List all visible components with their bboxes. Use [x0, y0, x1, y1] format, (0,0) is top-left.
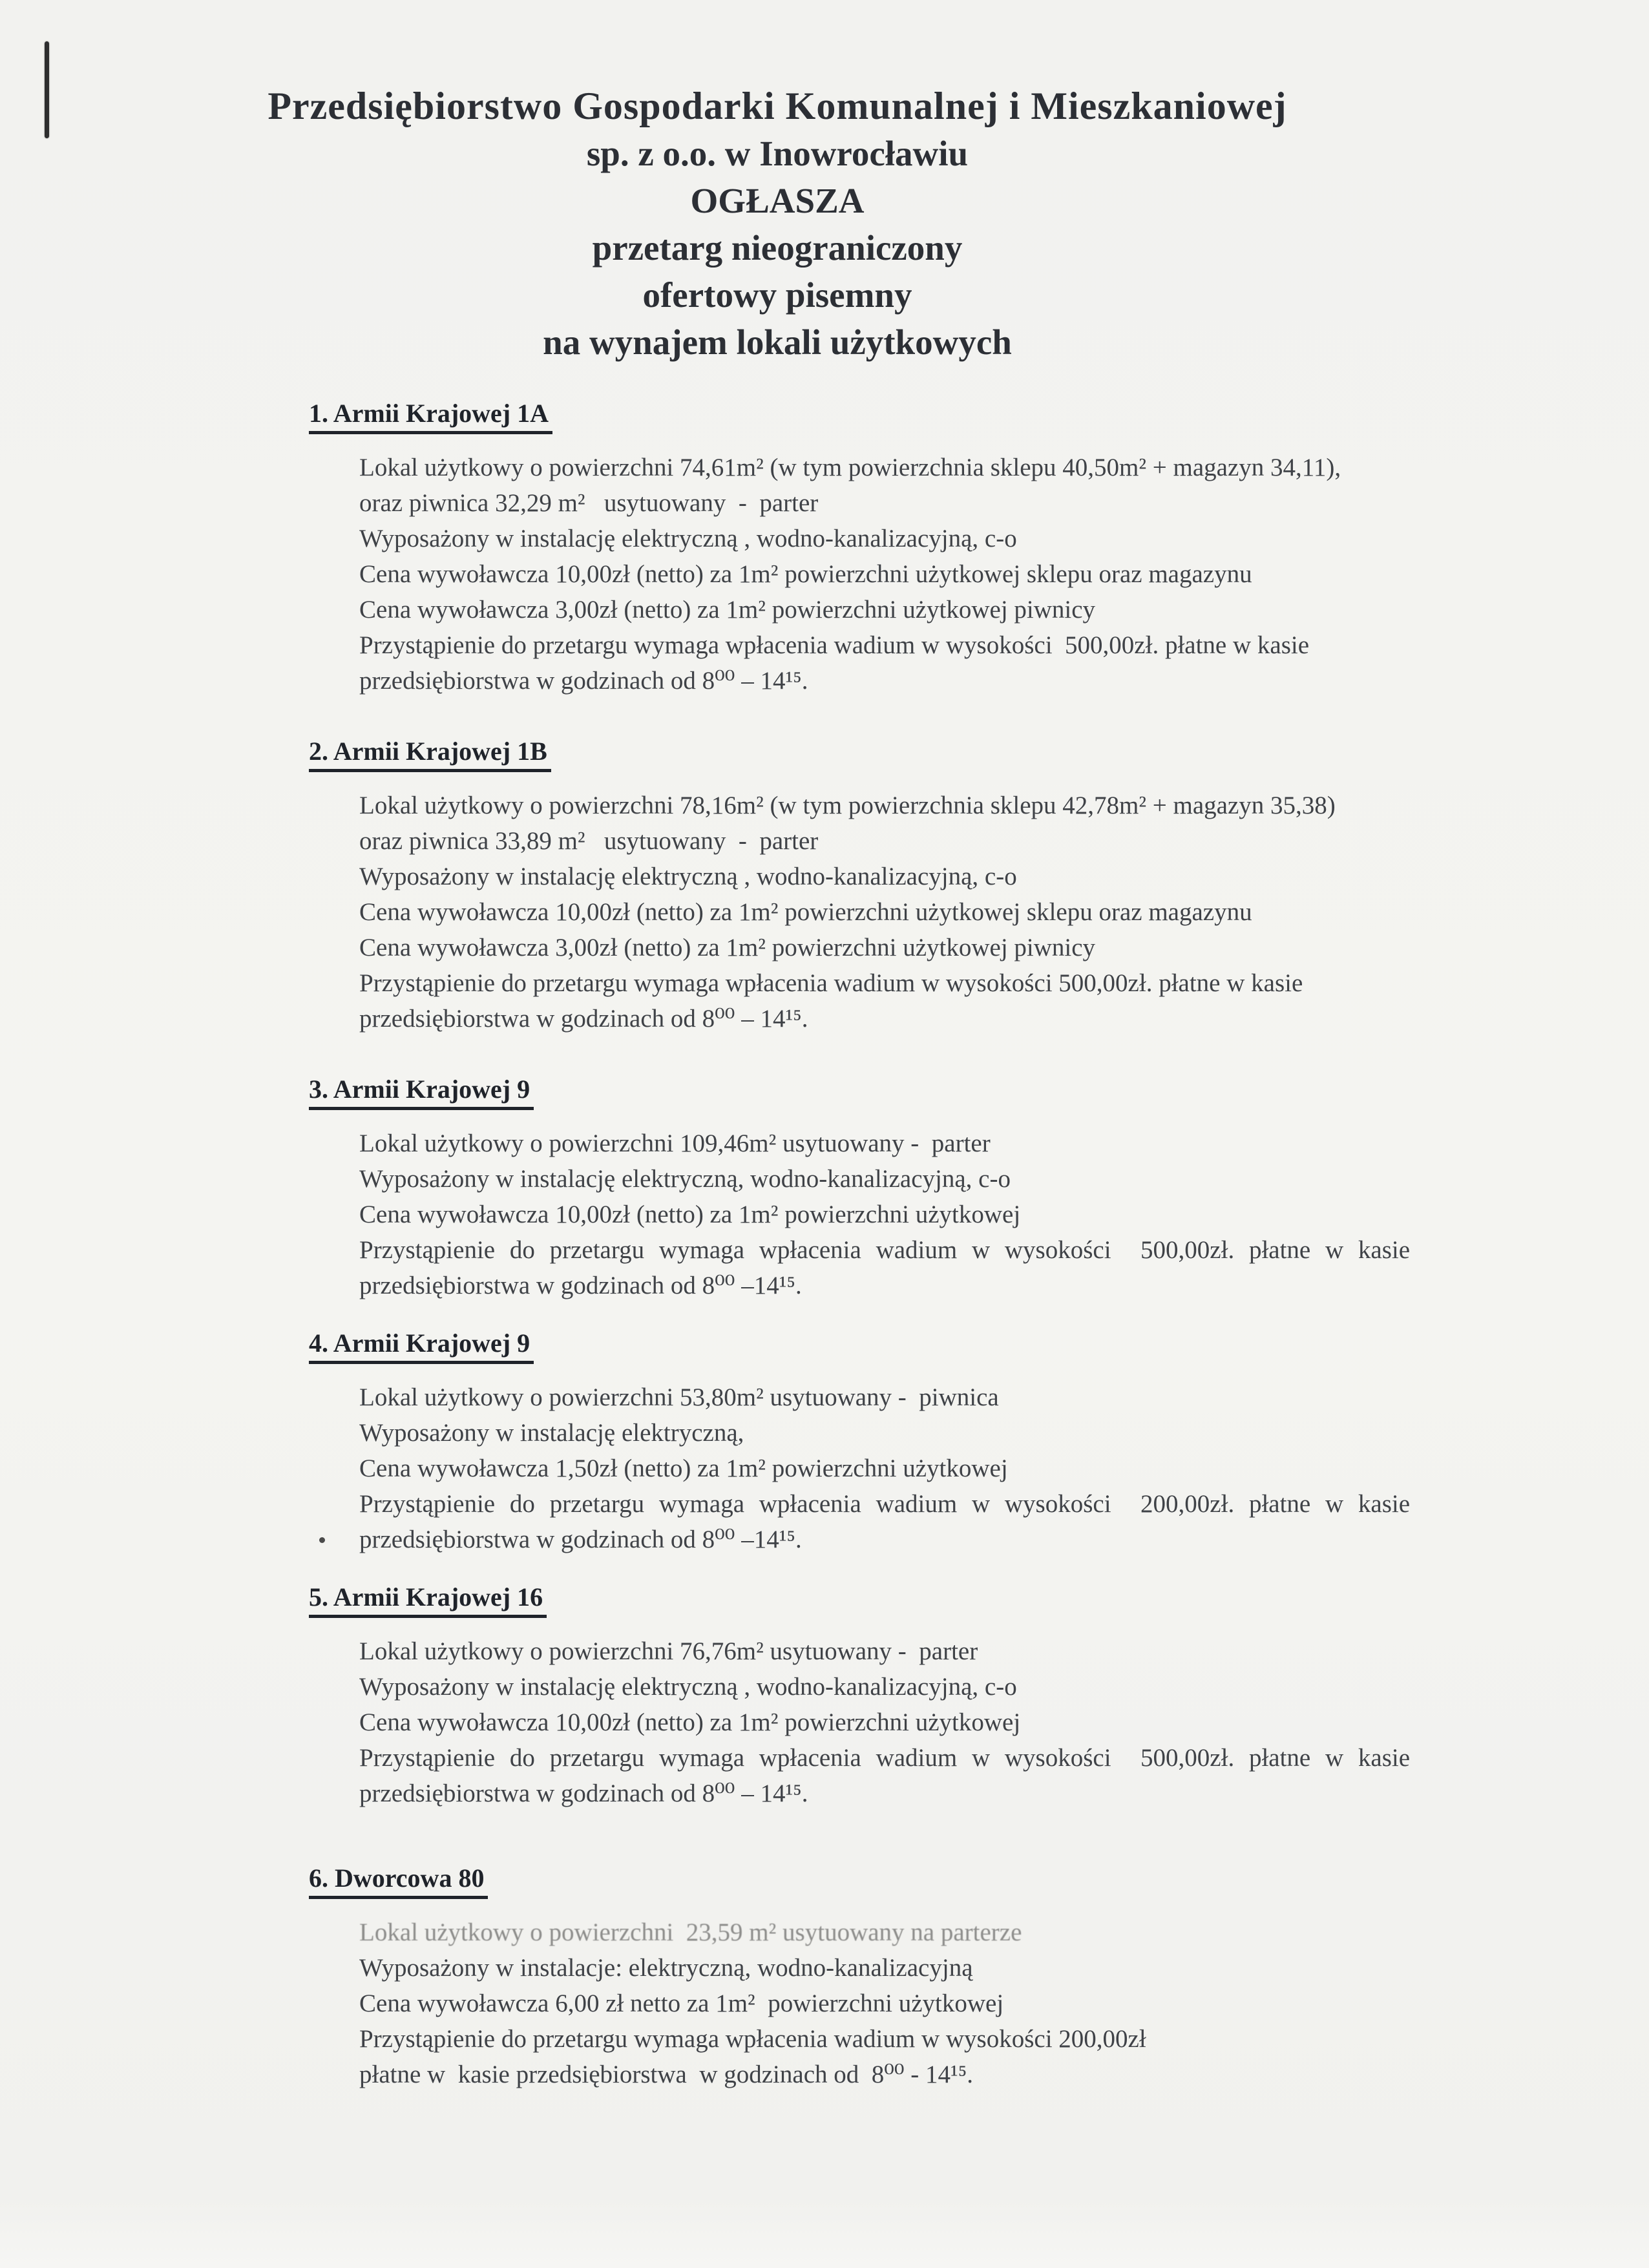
section-line: Wyposażony w instalację elektryczną , wodno-kanalizacyjną, c-o — [359, 525, 1017, 552]
doc-title-tender-subject: na wynajem lokali użytkowych — [543, 322, 1012, 362]
section-line: Lokal użytkowy o powierzchni 76,76m² usytuowany - parter — [359, 1637, 978, 1665]
section-heading — [309, 1074, 1458, 1110]
section-line: Przystąpienie do przetargu wymaga wpłacenia wadium w wysokości 500,00zł. płatne w kasie — [359, 631, 1310, 659]
scan-artifact-line — [45, 41, 49, 138]
section-armii-krajowej-16 — [97, 1582, 1458, 1811]
document-title-block — [97, 83, 1458, 366]
section-line: Cena wywoławcza 10,00zł (netto) za 1m² powierzchni użytkowej — [359, 1708, 1021, 1736]
section-body — [359, 1126, 1458, 1303]
section-body — [359, 1380, 1458, 1557]
section-line: oraz piwnica 33,89 m² usytuowany - parter — [359, 827, 819, 855]
section-line: Przystąpienie do przetargu wymaga wpłacenia wadium w wysokości 500,00zł. płatne w kasie — [359, 1744, 1411, 1772]
section-line: Wyposażony w instalację elektryczną , wodno-kanalizacyjną, c-o — [359, 863, 1017, 890]
doc-title-tender-type: przetarg nieograniczony — [592, 228, 963, 268]
section-line: Przystąpienie do przetargu wymaga wpłacenia wadium w wysokości 200,00zł. płatne w kasie — [359, 1490, 1411, 1518]
section-body — [359, 788, 1458, 1036]
section-line: Cena wywoławcza 3,00zł (netto) za 1m² powierzchni użytkowej piwnicy — [359, 596, 1096, 624]
section-line: przedsiębiorstwa w godzinach od 8⁰⁰ – 14¹⁵. — [359, 1005, 808, 1033]
section-line: oraz piwnica 32,29 m² usytuowany - parter — [359, 489, 819, 517]
section-line: Lokal użytkowy o powierzchni 23,59 m² usytuowany na parterze — [359, 1918, 1022, 1946]
section-line: Cena wywoławcza 1,50zł (netto) za 1m² powierzchni użytkowej — [359, 1454, 1008, 1482]
section-heading — [309, 1863, 1458, 1899]
section-line: Cena wywoławcza 10,00zł (netto) za 1m² powierzchni użytkowej — [359, 1201, 1021, 1228]
section-armii-krajowej-1b — [97, 736, 1458, 1036]
section-body — [359, 1915, 1458, 2092]
section-line: przedsiębiorstwa w godzinach od 8⁰⁰ – 14¹⁵. — [359, 667, 808, 695]
section-line: Wyposażony w instalacje: elektryczną, wodno-kanalizacyjną — [359, 1954, 973, 1982]
section-line: Lokal użytkowy o powierzchni 109,46m² usytuowany - parter — [359, 1129, 991, 1157]
section-line-text: przedsiębiorstwa w godzinach od 8⁰⁰ –14¹⁵. — [359, 1526, 802, 1553]
section-heading-text: 2. Armii Krajowej 1B — [309, 736, 551, 772]
section-heading — [309, 736, 1458, 772]
section-heading-text: 4. Armii Krajowej 9 — [309, 1328, 534, 1364]
doc-title-tender-form: ofertowy pisemny — [642, 275, 912, 315]
section-armii-krajowej-1a — [97, 398, 1458, 698]
section-line: Przystąpienie do przetargu wymaga wpłacenia wadium w wysokości 200,00zł — [359, 2025, 1146, 2053]
section-line: Cena wywoławcza 10,00zł (netto) za 1m² powierzchni użytkowej sklepu oraz magazynu — [359, 898, 1252, 926]
section-line: Lokal użytkowy o powierzchni 74,61m² (w tym powierzchnia sklepu 40,50m² + magazyn 34,11), — [359, 454, 1341, 481]
section-line: Cena wywoławcza 10,00zł (netto) za 1m² powierzchni użytkowej sklepu oraz magazynu — [359, 560, 1252, 588]
section-line: przedsiębiorstwa w godzinach od 8⁰⁰ – 14¹⁵. — [359, 1780, 808, 1807]
section-armii-krajowej-9-parter — [97, 1074, 1458, 1303]
doc-title-company-name: Przedsiębiorstwo Gospodarki Komunalnej i Mieszkaniowej — [268, 85, 1287, 127]
section-heading — [309, 398, 1458, 434]
section-line: Przystąpienie do przetargu wymaga wpłacenia wadium w wysokości 500,00zł. płatne w kasie — [359, 1236, 1411, 1264]
section-heading — [309, 1328, 1458, 1364]
section-line: Cena wywoławcza 3,00zł (netto) za 1m² powierzchni użytkowej piwnicy — [359, 934, 1096, 961]
section-heading-text: 6. Dworcowa 80 — [309, 1863, 488, 1899]
section-line: Przystąpienie do przetargu wymaga wpłacenia wadium w wysokości 500,00zł. płatne w kasie — [359, 969, 1303, 997]
section-line: płatne w kasie przedsiębiorstwa w godzinach od 8⁰⁰ - 14¹⁵. — [359, 2061, 974, 2088]
section-line: Wyposażony w instalację elektryczną, wodno-kanalizacyjną, c-o — [359, 1165, 1011, 1193]
section-line: przedsiębiorstwa w godzinach od 8⁰⁰ –14¹⁵. — [359, 1272, 802, 1299]
announcement-document — [97, 83, 1458, 2092]
stray-dot-artifact — [319, 1537, 325, 1543]
doc-title-announces: OGŁASZA — [690, 181, 865, 220]
section-body — [359, 1633, 1458, 1811]
section-line — [359, 1522, 1458, 1557]
section-line: Wyposażony w instalację elektryczną, — [359, 1419, 744, 1447]
section-line: Lokal użytkowy o powierzchni 78,16m² (w tym powierzchnia sklepu 42,78m² + magazyn 35,38) — [359, 792, 1336, 819]
section-heading-text: 3. Armii Krajowej 9 — [309, 1074, 534, 1110]
section-line: Cena wywoławcza 6,00 zł netto za 1m² powierzchni użytkowej — [359, 1990, 1004, 2017]
section-armii-krajowej-9-piwnica — [97, 1328, 1458, 1557]
section-body — [359, 450, 1458, 698]
section-dworcowa-80 — [97, 1863, 1458, 2092]
section-line: Wyposażony w instalację elektryczną , wodno-kanalizacyjną, c-o — [359, 1673, 1017, 1701]
section-heading — [309, 1582, 1458, 1618]
section-heading-text: 1. Armii Krajowej 1A — [309, 398, 552, 434]
section-line: Lokal użytkowy o powierzchni 53,80m² usytuowany - piwnica — [359, 1383, 999, 1411]
doc-title-company-location: sp. z o.o. w Inowrocławiu — [586, 134, 969, 173]
section-heading-text: 5. Armii Krajowej 16 — [309, 1582, 547, 1618]
